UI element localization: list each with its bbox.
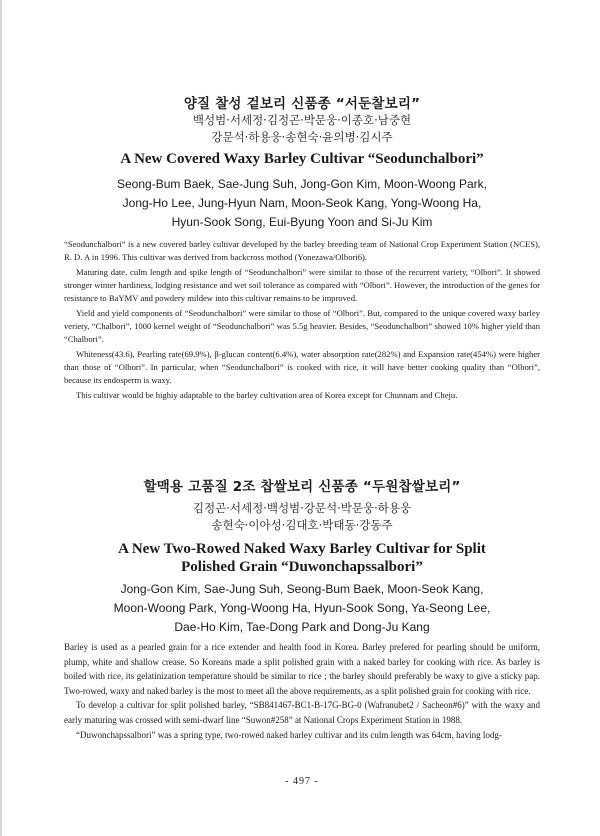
article2-korean-authors-line-1: 김정곤·서세정·백성범·강문석·박문웅·하용웅 xyxy=(192,501,412,515)
article1-abstract xyxy=(64,238,540,404)
article1-english-authors xyxy=(2,175,600,232)
article2-body-paragraph-3: “Duwonchapssalbori” was a spring type, two-rowed naked barley cultivar and its culm length was 64cm, having lodg- xyxy=(76,729,502,740)
article2-english-title-line-2: Polished Grain “Duwonchapssalbori” xyxy=(181,559,423,575)
article2-body-paragraph-1: Barley is used as a pearled grain for a rice extender and health food in Korea. Barley prefered for pearling should be uniform, plump, white and shallow crease. So Koreans made a split polished grain with a naked barley for cooking with rice. As barley is boiled with rice, its gelatinization temperature should be similar to rice ; the barley should preferably be waxy to give a sticky pap. Two-rowed, waxy and naked barley is the most to meet all the above requirements, as a split polished grain for cooking with rice. xyxy=(64,642,540,696)
article1-english-authors-line-2: Jong-Ho Lee, Jung-Hyun Nam, Moon-Seok Kang, Yong-Woong Ha, xyxy=(122,196,482,210)
article2-body-paragraph-2: To develop a cultivar for split polished barley, “SB841467-BC1-B-17G-BG-0 (Wafranubet2 / Sacheon#6)” with the waxy and early maturing was crossed with semi-dwarf line “Suwon#258” at National Crops Experiment Station in 1988. xyxy=(64,700,540,725)
article2-korean-authors-line-2: 송현숙·이아성·김대호·박태동·강동주 xyxy=(211,518,393,532)
article2-english-authors xyxy=(2,580,600,637)
article1-abstract-paragraph-5: This cultivar would be highiy adaptable to the barley cultivation area of Korea except for Chunnam and Cheju. xyxy=(76,390,458,400)
article2-english-authors-line-2: Moon-Woong Park, Yong-Woong Ha, Hyun-Sook Song, Ya-Seong Lee, xyxy=(113,601,491,615)
article2-english-authors-line-1: Jong-Gon Kim, Sae-Jung Suh, Seong-Bum Baek, Moon-Seok Kang, xyxy=(120,582,484,596)
article1-abstract-paragraph-4: Whiteness(43.6), Pearling rate(69.9%), β-glucan content(6.4%), water absorption rate(282%) and Expansion rate(454%) were higher than those of “Olbori”. In particular, when “Seodunchalbori” is cooked with rice, it will have better cooking quality than “Olbori”, because its endosperm is waxy. xyxy=(64,349,540,385)
article1-english-authors-line-3: Hyun-Sook Song, Eui-Byung Yoon and Si-Ju Kim xyxy=(171,215,433,229)
article1-korean-authors-line-2: 강문석·하용웅·송현숙·윤의병·김시주 xyxy=(211,130,393,144)
page-number: - 497 - xyxy=(285,776,319,787)
article1-abstract-paragraph-2: Maturing date, culm length and spike length of “Seodunchalbori” were similar to those of the recurrent variety, “Olbori”. It showed stronger winter hardiness, lodging resistance and wet soil tolerance as compared with “Olbori”. However, the introduction of the genes for resistance to BaYMV and powdery mildew into this cultivar remains to be improved. xyxy=(64,267,540,303)
article1-korean-authors xyxy=(2,112,600,146)
article2-english-title-line-1: A New Two-Rowed Naked Waxy Barley Cultivar for Split xyxy=(118,541,486,557)
article1-korean-authors-line-1: 백성범·서세정·김정곤·박문웅·이종호·남중현 xyxy=(192,113,412,127)
article2-korean-title: 할맥용 고품질 2조 찹쌀보리 신품종 “두원찹쌀보리” xyxy=(143,479,461,495)
article1-korean-title: 양질 찰성 겉보리 신품종 “서둔찰보리” xyxy=(183,96,421,112)
article1-abstract-paragraph-1: “Seodunchalbori” is a new covered barley cultivar developed by the barley breeding team of National Crop Experiment Station (NCES), R. D. A in 1996. This cultivar was derived from backcross mothod (Yonezawa/Olbori6). xyxy=(64,239,540,262)
article2-english-authors-line-3: Dae-Ho Kim, Tae-Dong Park and Dong-Ju Kang xyxy=(174,620,430,634)
article2-korean-authors xyxy=(2,500,600,534)
article1-english-authors-line-1: Seong-Bum Baek, Sae-Jung Suh, Jong-Gon Kim, Moon-Woong Park, xyxy=(117,177,487,191)
article2-english-title xyxy=(2,540,600,576)
article2-body xyxy=(64,640,540,742)
article1-english-title: A New Covered Waxy Barley Cultivar “Seodunchalbori” xyxy=(120,151,484,167)
article1-abstract-paragraph-3: Yield and yield components of “Seodunchalbori” were similar to those of “Olbori”. But, compared to the unique covered waxy barley veriety, “Chalbori”, 1000 kernel weight of “Seodunchalbori” was 5.5g heavier. Besides, “Seodunchalbori” showed 10% higher yield than “Chalbori”. xyxy=(64,308,540,344)
